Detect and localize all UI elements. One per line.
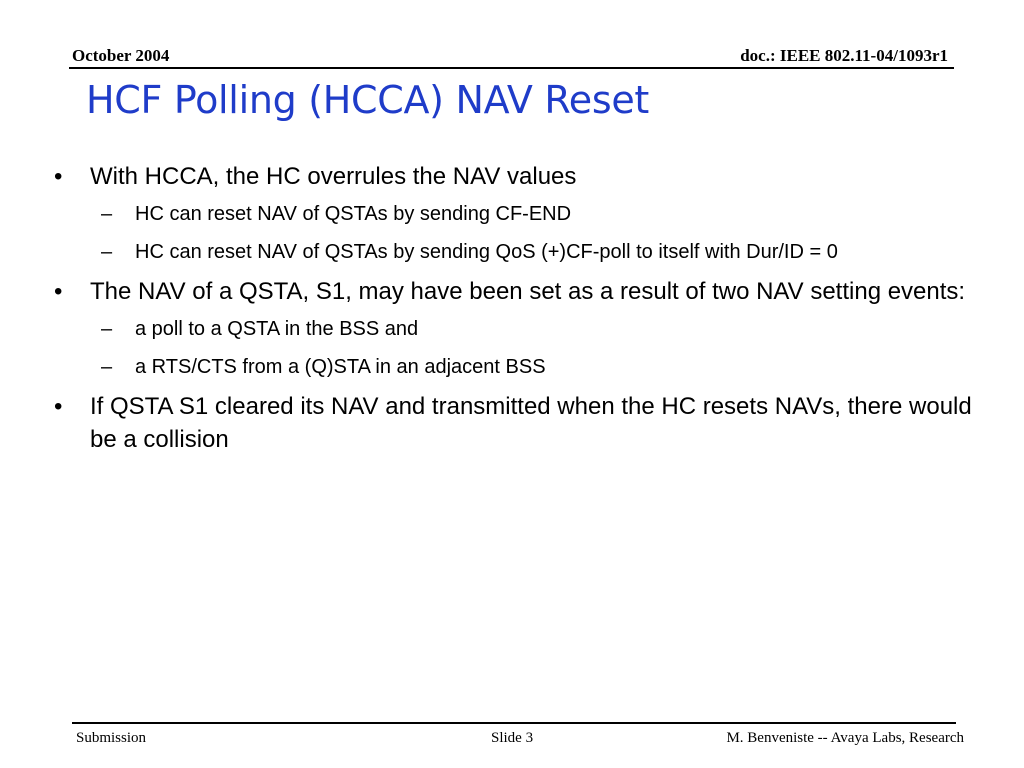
bullet-text: If QSTA S1 cleared its NAV and transmitted when the HC resets NAVs, there would be a collision bbox=[90, 393, 972, 453]
footer-divider bbox=[72, 722, 956, 724]
bullet-list bbox=[54, 160, 1004, 462]
sub-bullet-text: a RTS/CTS from a (Q)STA in an adjacent BSS bbox=[135, 356, 546, 378]
sub-bullet-marker: – bbox=[101, 203, 113, 225]
sub-bullet-marker: – bbox=[101, 241, 113, 263]
header-date: October 2004 bbox=[72, 46, 170, 65]
sub-bullet-item bbox=[54, 352, 1004, 382]
bullet-marker: • bbox=[54, 163, 63, 190]
slide-title: HCF Polling (HCCA) NAV Reset bbox=[86, 78, 649, 122]
bullet-item bbox=[54, 275, 1004, 308]
header-doc-id: doc.: IEEE 802.11-04/1093r1 bbox=[740, 46, 948, 65]
bullet-marker: • bbox=[54, 278, 63, 305]
sub-bullet-text: a poll to a QSTA in the BSS and bbox=[135, 318, 419, 340]
sub-bullet-text: HC can reset NAV of QSTAs by sending CF-END bbox=[135, 203, 572, 225]
sub-bullet-item bbox=[54, 237, 1004, 267]
sub-bullet-text: HC can reset NAV of QSTAs by sending QoS (+)CF-poll to itself with Dur/ID = 0 bbox=[135, 241, 838, 263]
sub-bullet-marker: – bbox=[101, 318, 113, 340]
sub-bullet-item bbox=[54, 314, 1004, 344]
footer-submission: Submission bbox=[76, 730, 147, 746]
sub-bullet-item bbox=[54, 199, 1004, 229]
footer-author: M. Benveniste -- Avaya Labs, Research bbox=[726, 730, 964, 746]
header-divider bbox=[69, 67, 954, 69]
bullet-item bbox=[54, 390, 1004, 456]
bullet-marker: • bbox=[54, 393, 63, 420]
bullet-text: The NAV of a QSTA, S1, may have been set as a result of two NAV setting events: bbox=[90, 278, 966, 305]
bullet-text: With HCCA, the HC overrules the NAV values bbox=[90, 163, 577, 190]
footer-slide-number: Slide 3 bbox=[491, 730, 534, 746]
sub-bullet-marker: – bbox=[101, 356, 113, 378]
bullet-item bbox=[54, 160, 1004, 193]
